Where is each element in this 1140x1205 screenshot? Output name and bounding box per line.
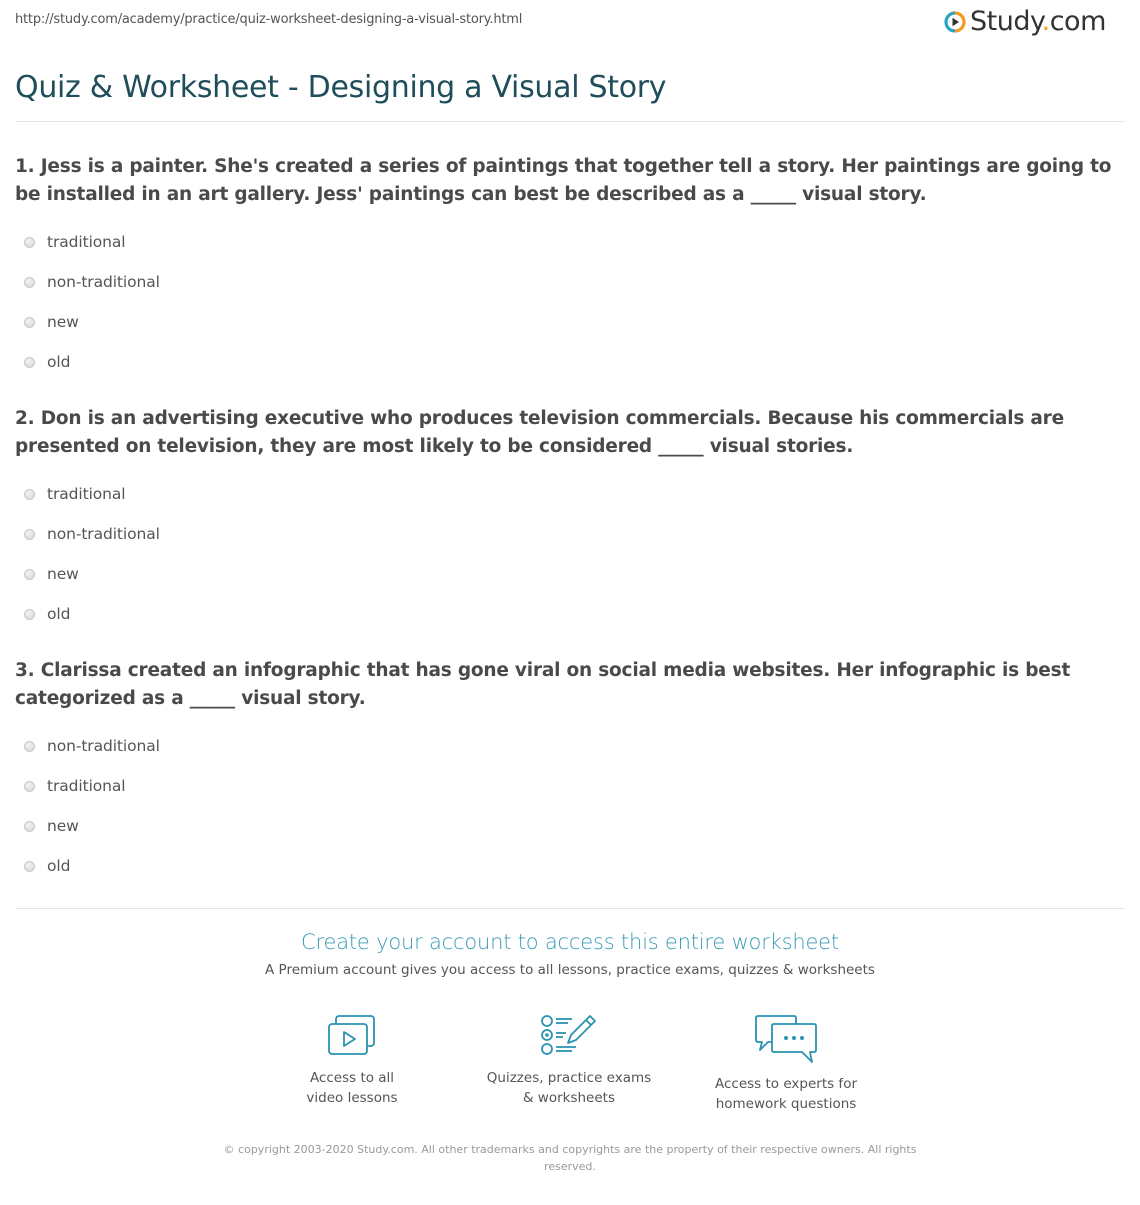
- radio-button[interactable]: [24, 317, 35, 328]
- page-url: http://study.com/academy/practice/quiz-worksheet-designing-a-visual-story.html: [15, 12, 523, 27]
- section-divider: [15, 908, 1125, 909]
- answer-choice[interactable]: [15, 222, 1125, 262]
- answer-choice[interactable]: [15, 262, 1125, 302]
- answer-choice[interactable]: [15, 302, 1125, 342]
- feature-label-line1: Quizzes, practice exams: [486, 1070, 652, 1086]
- radio-button[interactable]: [24, 529, 35, 540]
- answer-choices: [15, 474, 1125, 634]
- video-lessons-icon: [326, 1014, 378, 1058]
- answer-choices: [15, 222, 1125, 382]
- answer-choice[interactable]: [15, 766, 1125, 806]
- answer-choice[interactable]: [15, 342, 1125, 382]
- question-text: 2. Don is an advertising executive who produces television commercials. Because his commercials are presented on television, they are most likely to be considered _____ visual stories.: [15, 408, 1064, 457]
- answer-choice[interactable]: [15, 514, 1125, 554]
- question-3: [15, 657, 1125, 886]
- choice-label: non-traditional: [47, 525, 160, 543]
- radio-button[interactable]: [24, 609, 35, 620]
- choice-label: new: [47, 817, 79, 835]
- feature-label-line1: Access to all: [309, 1070, 395, 1086]
- study-logo[interactable]: [944, 8, 1106, 35]
- radio-button[interactable]: [24, 741, 35, 752]
- feature-video-lessons: [252, 1014, 452, 1108]
- choice-label: new: [47, 565, 79, 583]
- answer-choice[interactable]: [15, 846, 1125, 886]
- quiz-checklist-icon: [540, 1014, 598, 1058]
- radio-button[interactable]: [24, 781, 35, 792]
- radio-button[interactable]: [24, 277, 35, 288]
- feature-label-line2: video lessons: [306, 1090, 398, 1106]
- radio-button[interactable]: [24, 821, 35, 832]
- choice-label: non-traditional: [47, 737, 160, 755]
- choice-label: old: [47, 605, 71, 623]
- choice-label: traditional: [47, 233, 126, 251]
- radio-button[interactable]: [24, 237, 35, 248]
- logo-wordmark: Study.com: [970, 6, 1106, 37]
- radio-button[interactable]: [24, 861, 35, 872]
- answer-choice[interactable]: [15, 554, 1125, 594]
- radio-button[interactable]: [24, 489, 35, 500]
- feature-experts: [686, 1014, 886, 1114]
- choice-label: traditional: [47, 485, 126, 503]
- answer-choice[interactable]: [15, 806, 1125, 846]
- choice-label: new: [47, 313, 79, 331]
- radio-button[interactable]: [24, 357, 35, 368]
- answer-choice[interactable]: [15, 474, 1125, 514]
- question-1: [15, 153, 1125, 382]
- feature-label-line1: Access to experts for: [714, 1076, 857, 1092]
- page-title: Quiz & Worksheet - Designing a Visual Story: [15, 70, 667, 105]
- copyright-notice: © copyright 2003-2020 Study.com. All other trademarks and copyrights are the property of their respective owners. All rights reserved.: [223, 1143, 917, 1173]
- feature-label-line2: homework questions: [715, 1096, 857, 1112]
- choice-label: old: [47, 353, 71, 371]
- question-text: 3. Clarissa created an infographic that has gone viral on social media websites. Her infographic is best categorized as a _____ visual story.: [15, 660, 1071, 709]
- answer-choices: [15, 726, 1125, 886]
- title-divider: [15, 121, 1125, 122]
- choice-label: old: [47, 857, 71, 875]
- chat-bubbles-icon: [754, 1014, 818, 1064]
- radio-button[interactable]: [24, 569, 35, 580]
- question-2: [15, 405, 1125, 634]
- choice-label: non-traditional: [47, 273, 160, 291]
- feature-label-line2: & worksheets: [522, 1090, 615, 1106]
- create-account-link[interactable]: Create your account to access this entire worksheet: [301, 930, 839, 954]
- feature-quizzes: [469, 1014, 669, 1108]
- answer-choice[interactable]: [15, 726, 1125, 766]
- choice-label: traditional: [47, 777, 126, 795]
- play-circle-icon: [944, 11, 966, 33]
- answer-choice[interactable]: [15, 594, 1125, 634]
- cta-subtitle: A Premium account gives you access to all lessons, practice exams, quizzes & worksheets: [265, 962, 875, 978]
- question-text: 1. Jess is a painter. She's created a series of paintings that together tell a story. Her paintings are going to be installed in an art gallery. Jess' paintings can best be described as a _____ visual story.: [15, 156, 1112, 205]
